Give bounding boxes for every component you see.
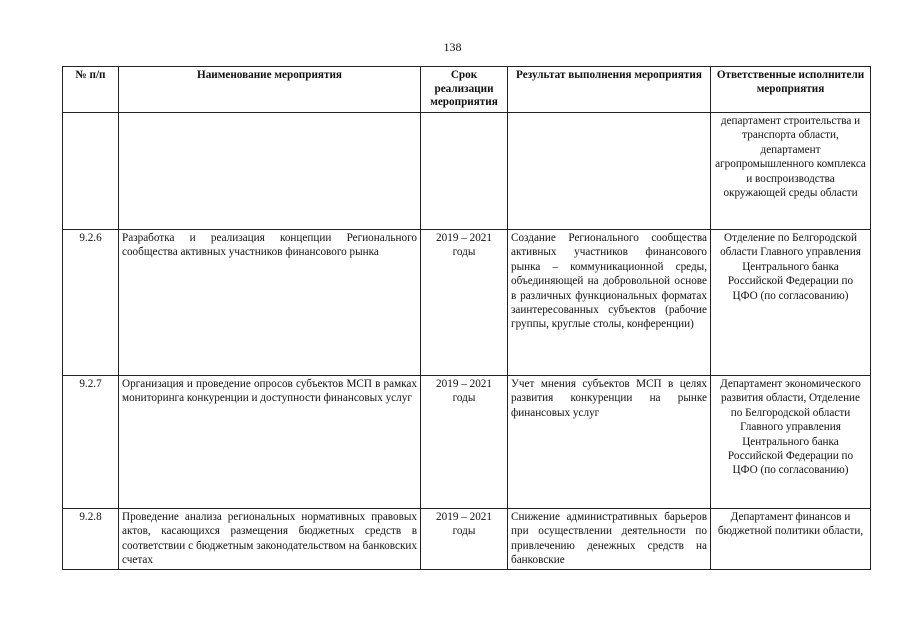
table-row	[63, 230, 871, 376]
table-row	[63, 376, 871, 509]
header-num: № п/п	[63, 67, 119, 113]
row-responsible: Отделение по Белгородской области Главного управления Центрального банка Российской Федерации по ЦФО (по согласованию)	[711, 230, 871, 376]
row-responsible: департамент строительства и транспорта области, департамент агропромышленного комплекса и воспроизводства окружающей среды области	[711, 113, 871, 230]
row-term	[421, 113, 508, 230]
table-row	[63, 113, 871, 230]
row-num: 9.2.6	[63, 230, 119, 376]
row-term: 2019 – 2021 годы	[421, 376, 508, 509]
row-name: Организация и проведение опросов субъектов МСП в рамках мониторинга конкуренции и доступности финансовых услуг	[119, 376, 421, 509]
row-result: Учет мнения субъектов МСП в целях развития конкуренции на рынке финансовых услуг	[508, 376, 711, 509]
page-number: 138	[443, 40, 462, 54]
row-responsible: Департамент экономического развития области, Отделение по Белгородской области Главного управления Центрального банка Российской Федерации по ЦФО (по согласованию)	[711, 376, 871, 509]
row-name: Проведение анализа региональных нормативных правовых актов, касающихся размещения бюджетных средств в соответствии с бюджетным законодательством на банковских счетах	[119, 509, 421, 570]
header-name: Наименование мероприятия	[119, 67, 421, 113]
row-num: 9.2.7	[63, 376, 119, 509]
header-responsible: Ответственные исполнители мероприятия	[711, 67, 871, 113]
row-num	[63, 113, 119, 230]
measures-table	[62, 66, 871, 570]
row-responsible: Департамент финансов и бюджетной политики области,	[711, 509, 871, 570]
header-result: Результат выполнения мероприятия	[508, 67, 711, 113]
table-header-row	[63, 67, 871, 113]
row-term: 2019 – 2021 годы	[421, 509, 508, 570]
header-term: Срок реализации мероприятия	[421, 67, 508, 113]
row-name: Разработка и реализация концепции Регионального сообщества активных участников финансового рынка	[119, 230, 421, 376]
row-result: Создание Регионального сообщества активных участников финансового рынка – коммуникационной среды, объединяющей на добровольной основе в различных функциональных форматах заинтересованных субъектов (рабочие группы, круглые столы, конференции)	[508, 230, 711, 376]
row-num: 9.2.8	[63, 509, 119, 570]
row-name	[119, 113, 421, 230]
table-row	[63, 509, 871, 570]
row-result: Снижение административных барьеров при осуществлении деятельности по привлечению денежных средств на банковские	[508, 509, 711, 570]
row-term: 2019 – 2021 годы	[421, 230, 508, 376]
row-result	[508, 113, 711, 230]
